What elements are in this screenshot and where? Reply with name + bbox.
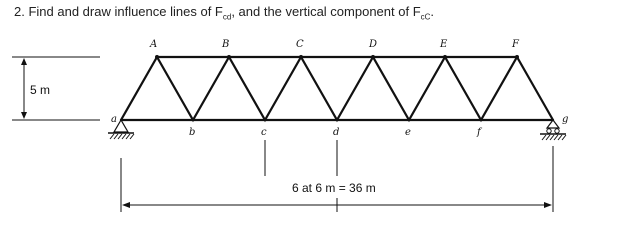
truss-diagonals [121,57,553,120]
joint-C [299,55,303,59]
span-label: 6 at 6 m = 36 m [292,181,376,195]
joint-D [371,55,375,59]
question-text-middle: , and the vertical component of F [231,4,421,19]
question-number: 2. [14,4,25,19]
label-B: B [222,39,230,50]
label-E: E [440,39,448,50]
subscript-cd: cd [222,12,232,22]
subscript-cc: cC [420,12,431,22]
label-d: d [333,127,340,138]
label-b: b [189,127,196,138]
label-c: c [261,127,267,138]
joint-A [155,55,159,59]
joint-B [227,55,231,59]
label-C: C [296,39,304,50]
joint-E [443,55,447,59]
joint-F [515,55,519,59]
label-g: g [562,114,569,125]
label-A: A [150,39,158,50]
truss-members [121,57,553,120]
label-e: e [405,127,411,138]
label-F: F [512,39,519,50]
question-text-before: Find and draw influence lines of F [28,4,223,19]
question-text-after: . [430,4,435,19]
label-a: a [111,114,117,125]
height-dimension [12,57,100,120]
height-label: 5 m [30,83,51,97]
label-f: f [477,127,481,138]
label-D: D [369,39,378,50]
